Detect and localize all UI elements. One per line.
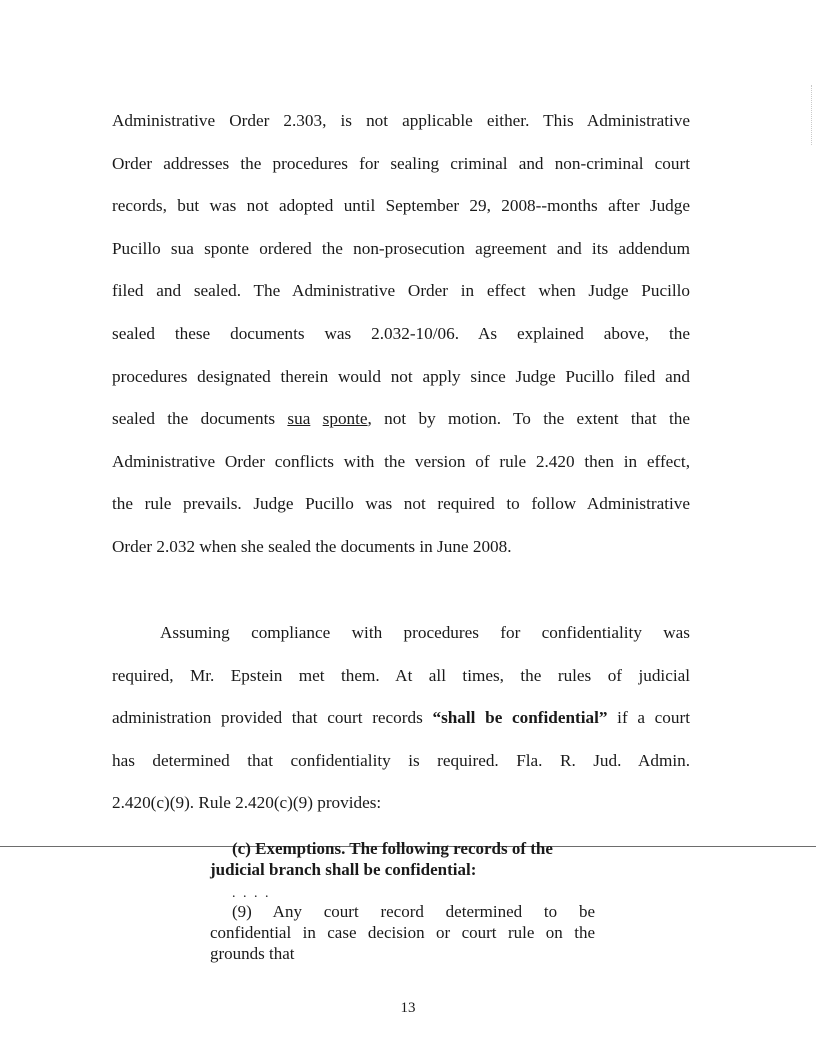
text-line: the rule prevails. Judge Pucillo was not required to follow Administrative: [112, 494, 690, 514]
quote-body-line: confidential in case decision or court rule on the: [210, 923, 595, 942]
quote-body-line: grounds that: [210, 944, 295, 963]
text-line: Order addresses the procedures for sealing criminal and non-criminal court: [112, 153, 690, 173]
text-line: sealed these documents was 2.032-10/06. As explained above, the: [112, 323, 690, 343]
text-line-sua-sponte: [112, 398, 690, 441]
bold-quote-shall-be-confidential: “shall be confidential”: [432, 708, 608, 728]
scan-edge-mark: [811, 85, 813, 145]
text-line: has determined that confidentiality is required. Fla. R. Jud. Admin.: [112, 750, 690, 770]
text-segment: if a court: [607, 708, 690, 728]
text-line: filed and sealed. The Administrative Order in effect when Judge Pucillo: [112, 281, 690, 301]
text-line: 2.420(c)(9). Rule 2.420(c)(9) provides:: [112, 793, 382, 813]
underlined-sua: sua: [287, 409, 311, 429]
paragraph-compliance: [112, 612, 690, 825]
text-segment: administration provided that court records: [112, 708, 433, 728]
text-segment: , not by motion. To the extent that the: [367, 409, 690, 429]
text-line: records, but was not adopted until September 29, 2008--months after Judge: [112, 196, 690, 216]
text-line: Administrative Order 2.303, is not applicable either. This Administrative: [112, 111, 690, 130]
text-line-shall-be-confidential: [112, 697, 690, 740]
block-quote-ellipsis: . . . .: [232, 886, 271, 901]
page-number: 13: [400, 1000, 416, 1016]
quote-heading-line: judicial branch shall be confidential:: [210, 860, 477, 879]
text-segment: sealed the documents: [112, 409, 288, 429]
text-line: required, Mr. Epstein met them. At all times, the rules of judicial: [112, 665, 690, 685]
text-line: Order 2.032 when she sealed the documents in June 2008.: [112, 536, 512, 556]
text-line: Administrative Order conflicts with the version of rule 2.420 then in effect,: [112, 451, 690, 471]
text-line: Pucillo sua sponte ordered the non-prosecution agreement and its addendum: [112, 238, 690, 258]
paragraph-administrative-order: [112, 100, 690, 569]
block-quote-body: [210, 901, 595, 964]
text-line: procedures designated therein would not apply since Judge Pucillo filed and: [112, 366, 690, 386]
underlined-sponte: sponte: [322, 409, 368, 429]
quote-heading-line: (c) Exemptions. The following records of the: [232, 839, 553, 858]
text-line: Assuming compliance with procedures for confidentiality was: [160, 623, 690, 642]
block-quote-heading: [210, 838, 595, 880]
quote-body-line: (9) Any court record determined to be: [232, 902, 595, 921]
